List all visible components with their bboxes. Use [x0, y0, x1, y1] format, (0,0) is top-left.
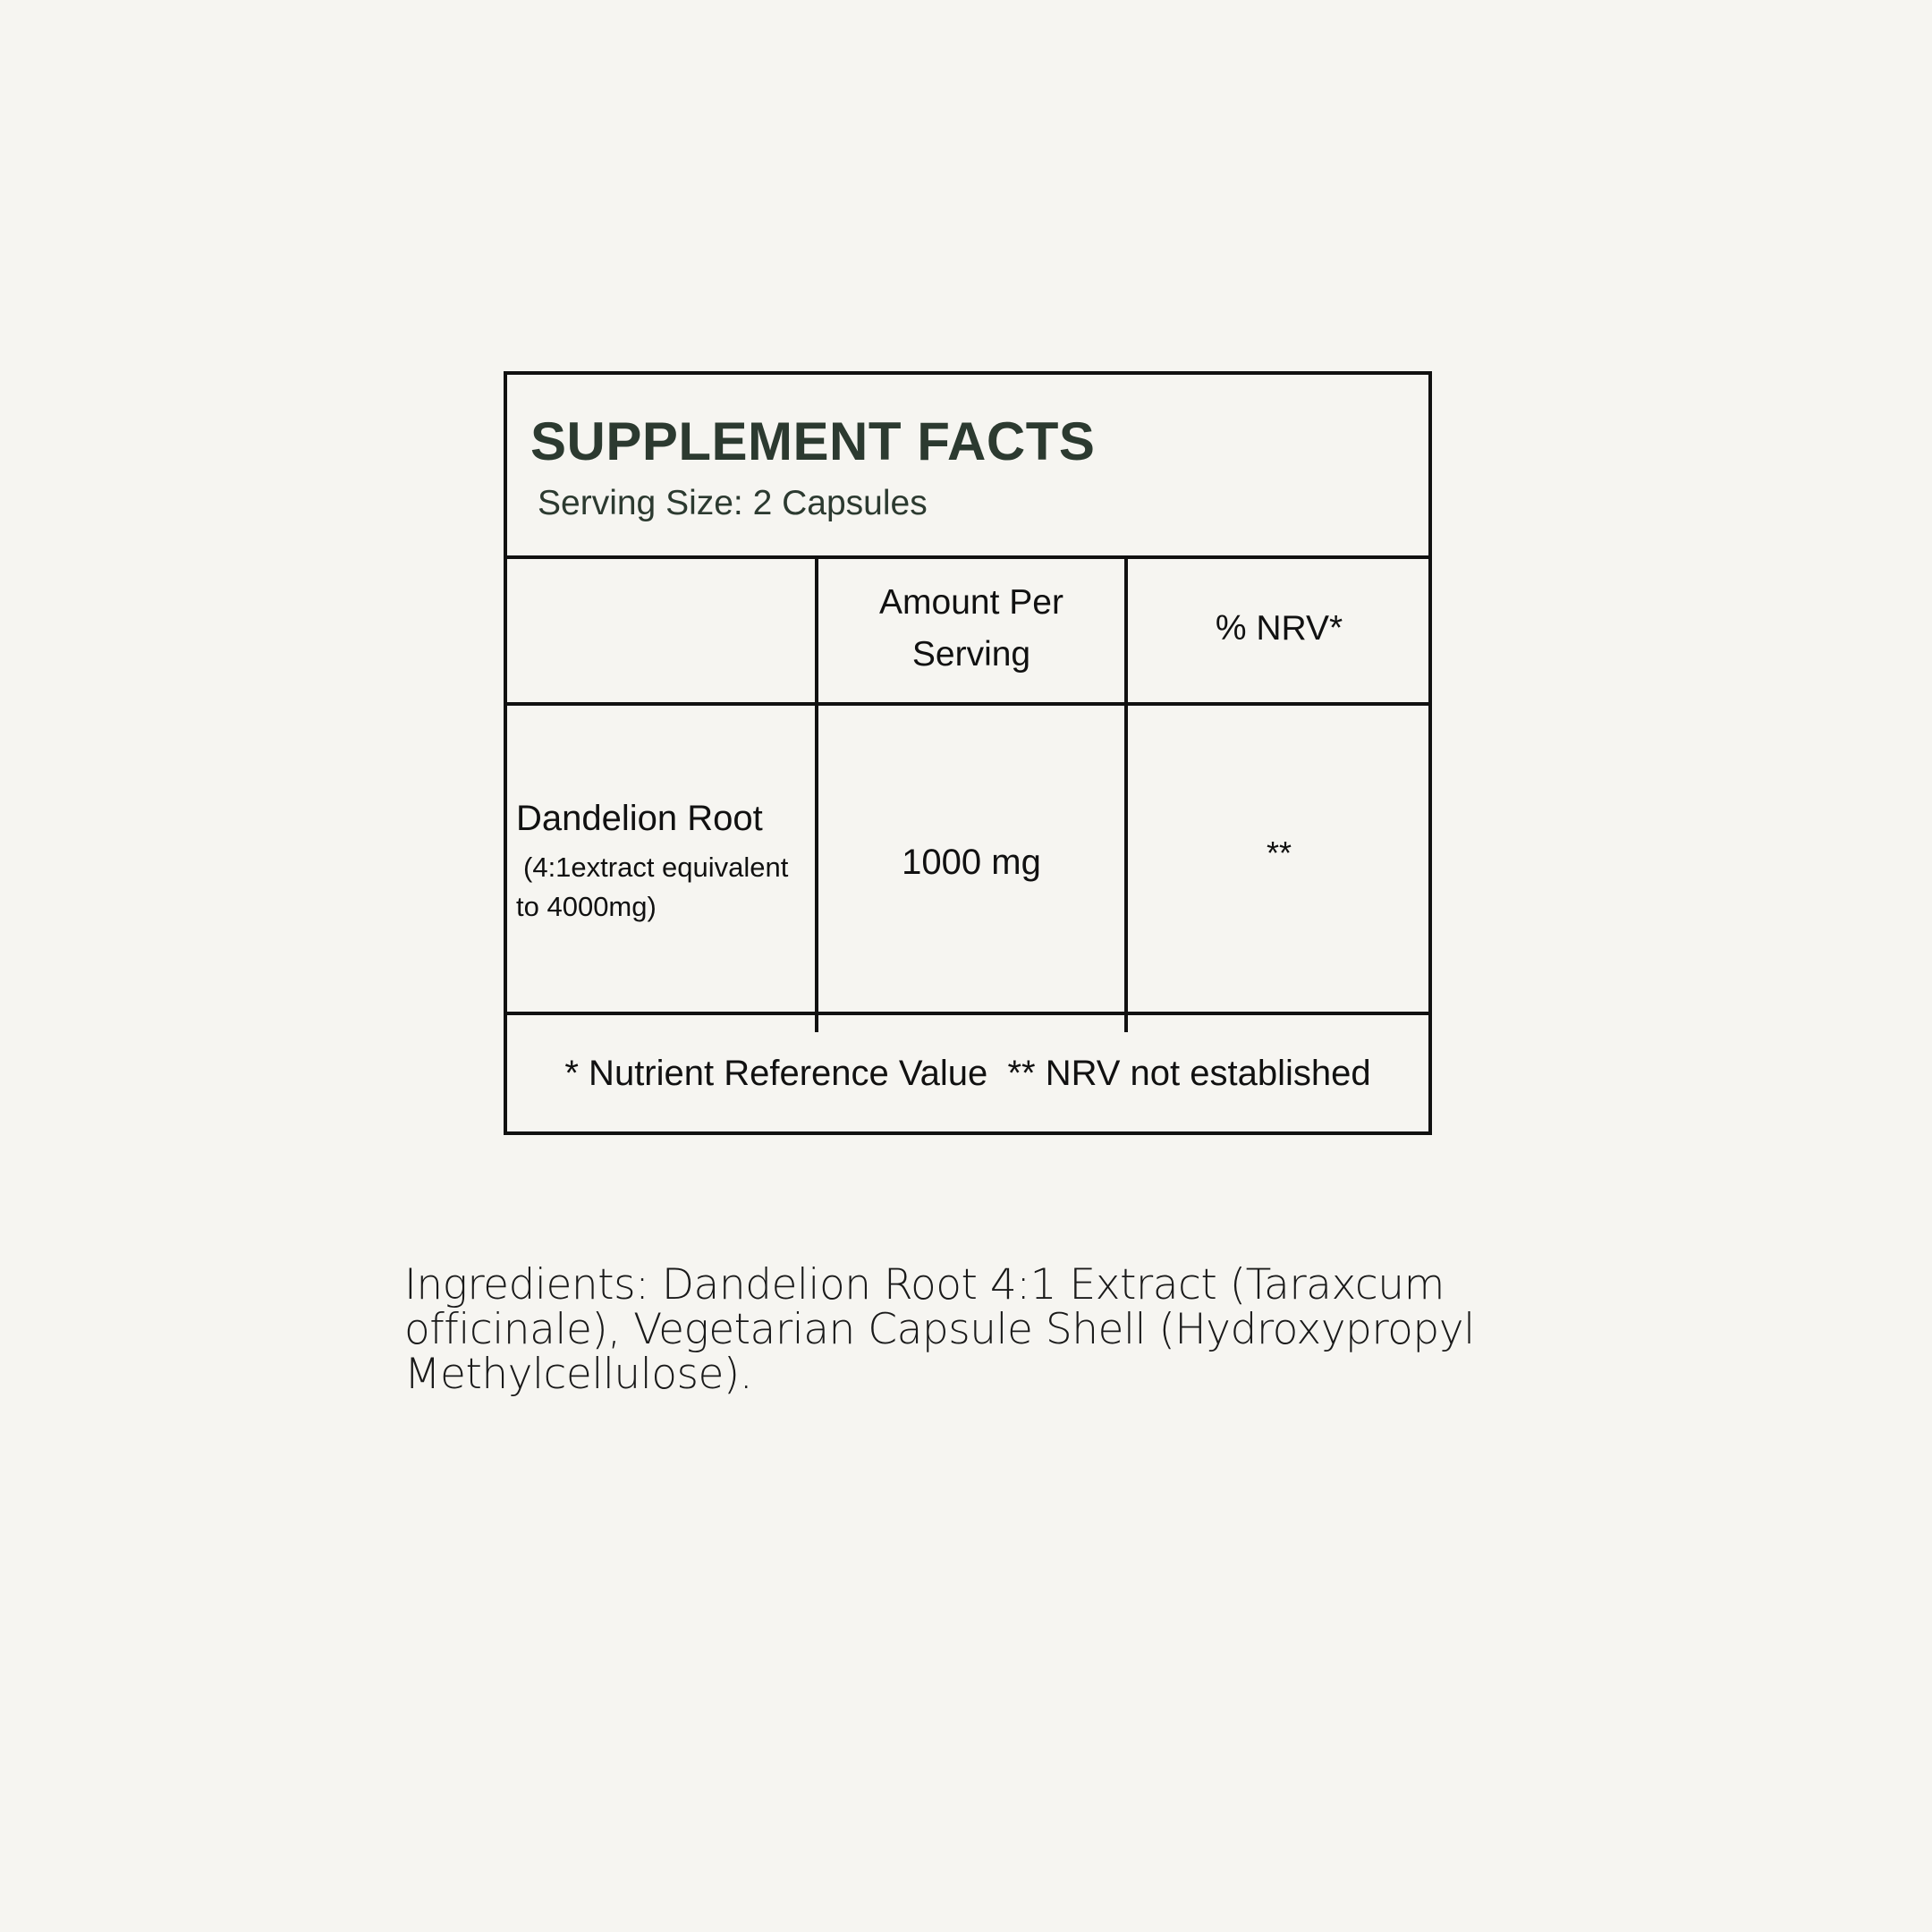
- column-header-amount: Amount Per Serving: [879, 583, 1063, 674]
- panel-header: [507, 375, 1428, 559]
- amount-value: 1000 mg: [902, 842, 1041, 882]
- column-header-name: [507, 555, 817, 702]
- panel-title: SUPPLEMENT FACTS: [530, 411, 1096, 471]
- table-row: [507, 706, 817, 1019]
- footnote: * Nutrient Reference Value ** NRV not established: [507, 1012, 1428, 1131]
- supplement-facts-panel: [504, 371, 1432, 1135]
- column-header-nrv: % NRV*: [1215, 609, 1343, 648]
- ingredient-name: Dandelion Root: [516, 798, 763, 838]
- divider: [1124, 555, 1128, 1032]
- serving-size: Serving Size: 2 Capsules: [538, 484, 928, 522]
- divider: [815, 555, 818, 1032]
- facts-table: [507, 555, 1428, 1032]
- nrv-value: **: [1266, 835, 1292, 871]
- ingredients-text: Ingredients: Dandelion Root 4:1 Extract (Taraxcum officinale), Vegetarian Capsule Shell (Hydroxypropyl Methylcellulose).: [404, 1260, 1475, 1399]
- ingredient-detail: to 4000mg): [516, 890, 657, 922]
- ingredient-detail: (4:1extract equivalent: [523, 851, 789, 883]
